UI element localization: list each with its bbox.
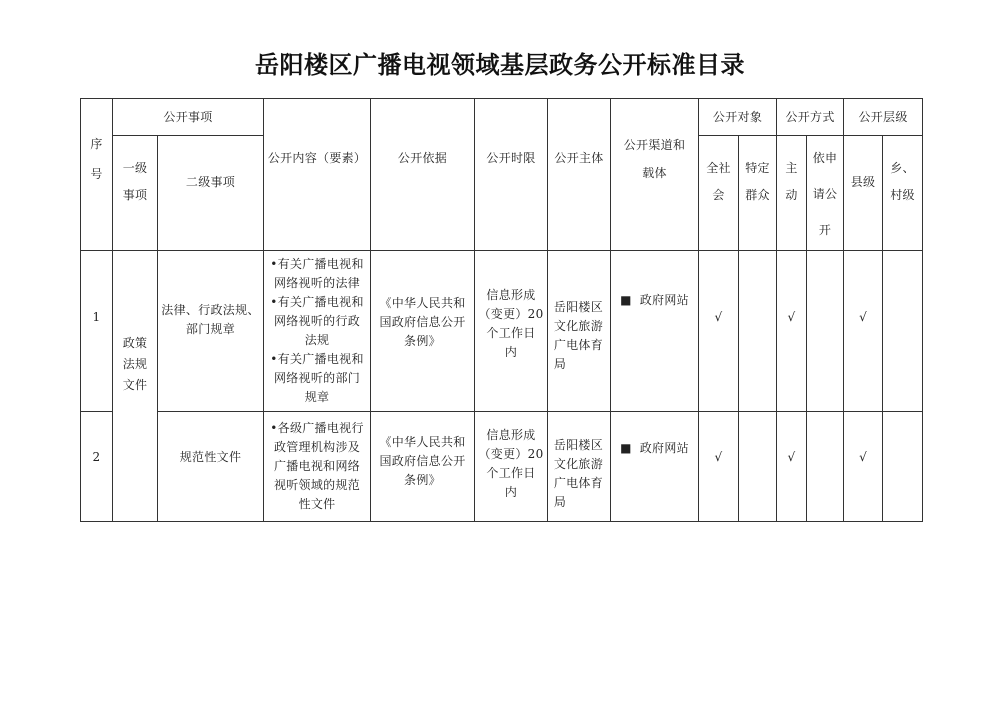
header-tier-village: 乡、村级 <box>890 161 915 202</box>
mark-method-request <box>807 251 844 412</box>
content-line: •各级广播电视行 <box>270 421 364 435</box>
header-time-limit: 公开时限 <box>475 99 548 251</box>
header-content: 公开内容（要素） <box>264 99 371 251</box>
level1-group: 政策法规文件 <box>122 335 148 392</box>
header-seq-cell <box>81 99 113 251</box>
row-level2: 规范性文件 <box>158 412 264 522</box>
row-level2: 法律、行政法规、部门规章 <box>161 303 260 336</box>
content-line: 网络视听的部门 <box>273 371 361 385</box>
content-line: 广播电视和网络 <box>273 459 361 473</box>
content-line: •有关广播电视和 <box>270 295 364 309</box>
header-method: 公开方式 <box>777 99 844 136</box>
mark-method-active: √ <box>777 251 807 412</box>
time-limit-line: （变更）20 <box>478 446 544 461</box>
row-basis-cell <box>371 251 475 412</box>
row-seq: 2 <box>81 412 113 522</box>
header-channel-cell <box>611 99 699 251</box>
row-basis-cell <box>371 412 475 522</box>
channel-marker-icon: ■ <box>620 293 632 307</box>
header-level1-cell <box>113 136 158 251</box>
row-subject-cell <box>548 412 611 522</box>
header-level2: 二级事项 <box>158 136 264 251</box>
content-line: •有关广播电视和 <box>270 352 364 366</box>
row-content <box>264 412 371 522</box>
mark-audience-specific <box>739 412 777 522</box>
channel-marker-icon: ■ <box>620 441 632 455</box>
level1-group-cell <box>113 251 158 522</box>
row-channel <box>611 412 699 522</box>
content-line: 性文件 <box>298 497 336 511</box>
header-tier-county: 县级 <box>844 136 883 251</box>
row-seq: 1 <box>81 251 113 412</box>
page-title: 岳阳楼区广播电视领域基层政务公开标准目录 <box>255 50 745 79</box>
header-method-active: 主动 <box>785 161 798 202</box>
header-seq: 序号 <box>90 136 103 181</box>
header-channel: 公开渠道和载体 <box>623 137 686 180</box>
header-audience-specific: 特定群众 <box>745 161 770 202</box>
row-level2-cell <box>158 251 264 412</box>
time-limit-line: （变更）20 <box>478 307 544 321</box>
header-audience-all-cell <box>699 136 739 251</box>
time-limit-line: 信息形成 <box>486 427 536 442</box>
header-method-active-cell <box>777 136 807 251</box>
mark-tier-village <box>883 412 923 522</box>
row-subject: 岳阳楼区文化旅游广电体育局 <box>553 437 604 509</box>
content-line: •有关广播电视和 <box>270 257 364 271</box>
row-channel <box>611 251 699 412</box>
header-method-request: 依申请公开 <box>812 151 838 237</box>
header-row-top <box>81 99 923 136</box>
time-limit-line: 内 <box>504 345 518 359</box>
row-subject-cell <box>548 251 611 412</box>
mark-tier-county: √ <box>844 251 883 412</box>
row-basis: 《中华人民共和国政府信息公开条例》 <box>379 295 466 348</box>
channel-label: 政府网站 <box>639 441 689 455</box>
table-row <box>81 412 923 522</box>
content-line: 政管理机构涉及 <box>273 440 361 454</box>
mark-method-request <box>807 412 844 522</box>
mark-method-active: √ <box>777 412 807 522</box>
row-basis: 《中华人民共和国政府信息公开条例》 <box>379 435 466 487</box>
header-audience-specific-cell <box>739 136 777 251</box>
mark-tier-village <box>883 251 923 412</box>
content-line: 法规 <box>304 333 330 347</box>
row-time-limit <box>475 251 548 412</box>
header-audience-all: 全社会 <box>706 161 731 202</box>
mark-tier-county: √ <box>844 412 883 522</box>
mark-audience-all: √ <box>699 251 739 412</box>
content-line: 网络视听的法律 <box>273 276 361 290</box>
content-line: 网络视听的行政 <box>273 314 361 328</box>
disclosure-catalog-table <box>80 98 923 522</box>
time-limit-line: 内 <box>504 484 518 499</box>
time-limit-line: 个工作日 <box>486 465 536 480</box>
header-tier: 公开层级 <box>844 99 923 136</box>
row-content <box>264 251 371 412</box>
channel-label: 政府网站 <box>639 293 689 307</box>
mark-audience-all: √ <box>699 412 739 522</box>
row-subject: 岳阳楼区文化旅游广电体育局 <box>553 300 604 371</box>
content-line: 视听领域的规范 <box>273 478 361 492</box>
header-tier-village-cell <box>883 136 923 251</box>
header-basis: 公开依据 <box>371 99 475 251</box>
time-limit-line: 个工作日 <box>486 326 536 340</box>
header-method-request-cell <box>807 136 844 251</box>
header-audience: 公开对象 <box>699 99 777 136</box>
header-level1: 一级事项 <box>122 161 148 202</box>
mark-audience-specific <box>739 251 777 412</box>
time-limit-line: 信息形成 <box>486 288 536 302</box>
header-subject: 公开主体 <box>548 99 611 251</box>
table-row <box>81 251 923 412</box>
header-matter: 公开事项 <box>113 99 264 136</box>
row-time-limit <box>475 412 548 522</box>
content-line: 规章 <box>304 390 330 404</box>
